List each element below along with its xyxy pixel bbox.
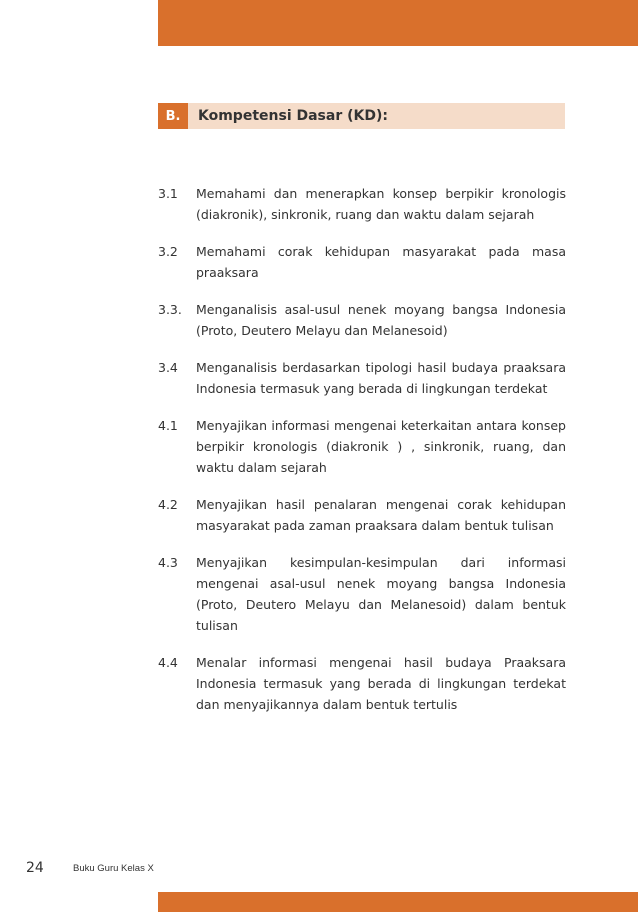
list-item bbox=[158, 183, 566, 225]
item-number: 3.4 bbox=[158, 360, 178, 375]
bottom-decorative-bar bbox=[158, 892, 638, 912]
item-text: Memahami corak kehidupan masyarakat pada masa praaksara bbox=[196, 244, 566, 280]
item-number: 4.2 bbox=[158, 497, 178, 512]
list-item bbox=[158, 415, 566, 478]
list-item bbox=[158, 357, 566, 399]
item-text: Menalar informasi mengenai hasil budaya Praaksara Indonesia termasuk yang berada di lingkungan terdekat dan menyajikannya dalam bentuk tertulis bbox=[196, 655, 566, 712]
item-text: Menyajikan hasil penalaran mengenai corak kehidupan masyarakat pada zaman praaksara dalam bentuk tulisan bbox=[196, 497, 566, 533]
book-title: Buku Guru Kelas X bbox=[73, 863, 154, 874]
list-item bbox=[158, 652, 566, 715]
item-text: Menyajikan informasi mengenai keterkaitan antara konsep berpikir kronologis (diakronik ) , sinkronik, ruang, dan waktu dalam sejarah bbox=[196, 418, 566, 475]
section-header bbox=[158, 103, 565, 129]
item-number: 3.3. bbox=[158, 302, 182, 317]
item-number: 3.1 bbox=[158, 186, 178, 201]
section-title: Kompetensi Dasar (KD): bbox=[198, 108, 388, 124]
list-item bbox=[158, 299, 566, 341]
item-text: Menyajikan kesimpulan-kesimpulan dari informasi mengenai asal-usul nenek moyang bangsa Indonesia (Proto, Deutero Melayu dan Melanesoid) dalam bentuk tulisan bbox=[196, 555, 566, 633]
item-text: Menganalisis asal-usul nenek moyang bangsa Indonesia (Proto, Deutero Melayu dan Melanesoid) bbox=[196, 302, 566, 338]
item-number: 4.3 bbox=[158, 555, 178, 570]
top-decorative-bar bbox=[158, 0, 638, 46]
item-text: Memahami dan menerapkan konsep berpikir kronologis (diakronik), sinkronik, ruang dan waktu dalam sejarah bbox=[196, 186, 566, 222]
page-number: 24 bbox=[26, 860, 44, 876]
list-item bbox=[158, 494, 566, 536]
section-letter: B. bbox=[158, 103, 188, 129]
list-item bbox=[158, 552, 566, 636]
competency-list bbox=[158, 183, 566, 731]
item-text: Menganalisis berdasarkan tipologi hasil budaya praaksara Indonesia termasuk yang berada di lingkungan terdekat bbox=[196, 360, 566, 396]
item-number: 4.4 bbox=[158, 655, 178, 670]
item-number: 3.2 bbox=[158, 244, 178, 259]
list-item bbox=[158, 241, 566, 283]
item-number: 4.1 bbox=[158, 418, 178, 433]
